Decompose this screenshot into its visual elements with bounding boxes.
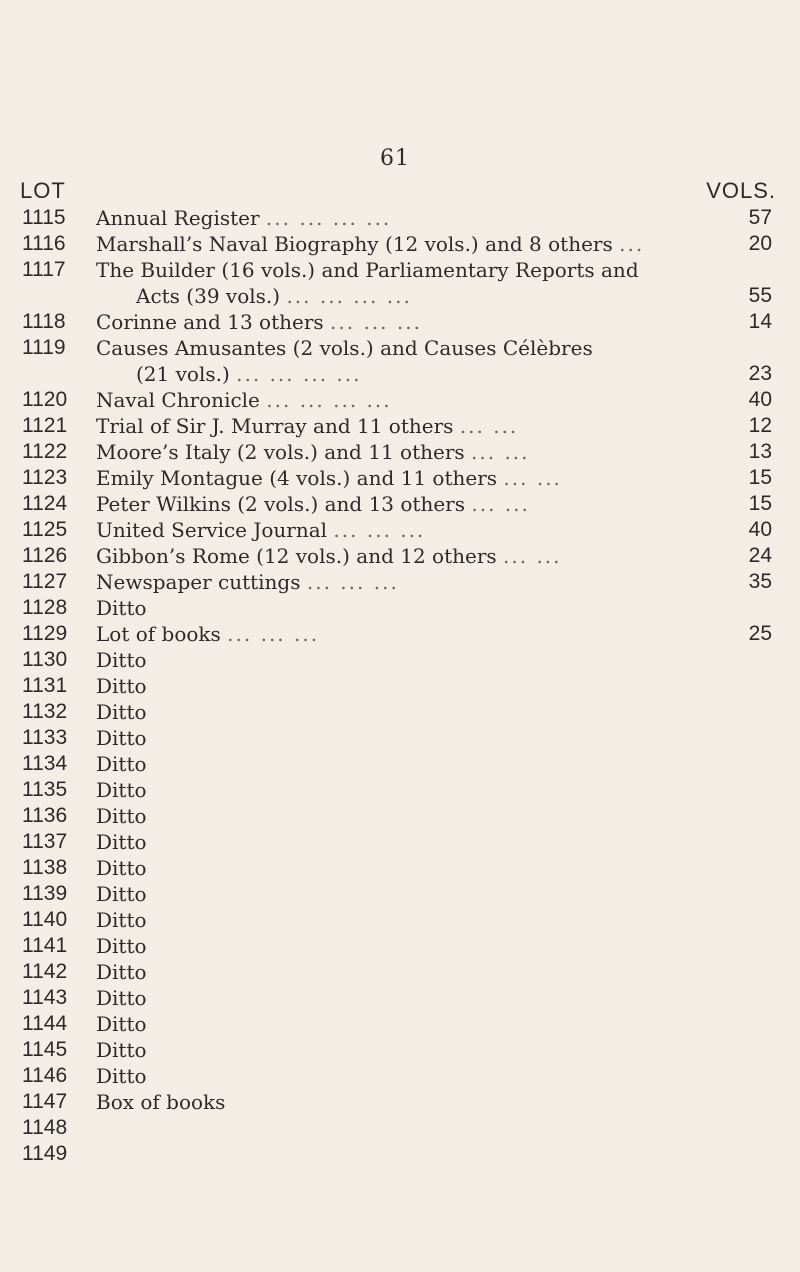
lot-description [96,621,736,647]
list-item [0,907,800,933]
description-line: Gibbon’s Rome (12 vols.) and 12 others [96,544,497,568]
lot-description [96,1089,736,1115]
lot-description [96,855,736,881]
description-line: Ditto [96,1038,147,1062]
lot-number: 1143 [22,986,68,1009]
lot-description [96,907,736,933]
vols-count: 40 [748,388,772,411]
lot-description [96,881,736,907]
description-line: Ditto [96,726,147,750]
list-item [0,231,800,257]
lot-description [96,1011,736,1037]
list-item [0,1141,800,1167]
lot-number: 1120 [22,388,68,411]
lot-number: 1136 [22,804,68,827]
description-line: Ditto [96,596,147,620]
description-line: Peter Wilkins (2 vols.) and 13 others [96,492,465,516]
list-item [0,933,800,959]
description-line: Ditto [96,1012,147,1036]
lot-description [96,647,736,673]
lot-number: 1140 [22,908,68,931]
lot-number: 1121 [22,414,68,437]
leader-dots: ... ... ... [333,518,426,542]
lot-number: 1132 [22,700,68,723]
description-line: United Service Journal [96,518,328,542]
lot-number: 1128 [22,596,68,619]
list-item [0,387,800,413]
vols-count: 14 [748,310,772,333]
vols-count: 35 [748,570,772,593]
list-item [0,517,800,543]
description-line: Trial of Sir J. Murray and 11 others [96,414,454,438]
lot-list [0,205,800,1167]
description-line: Ditto [96,960,147,984]
lot-description [96,751,736,777]
lot-description [96,595,736,621]
description-continuation [96,283,736,309]
list-item [0,829,800,855]
list-item [0,543,800,569]
list-item [0,673,800,699]
page-number: 61 [380,146,410,171]
description-line: Ditto [96,700,147,724]
leader-dots: ... ... ... [227,622,320,646]
list-item [0,985,800,1011]
lot-description [96,569,736,595]
vols-count: 40 [748,518,772,541]
list-item [0,1063,800,1089]
list-item [0,1089,800,1115]
list-item [0,465,800,491]
lot-number: 1118 [22,310,66,333]
description-line: Causes Amusantes (2 vols.) and Causes Célèbres [96,336,593,360]
leader-dots: ... ... [459,414,519,438]
list-item [0,777,800,803]
description-line: The Builder (16 vols.) and Parliamentary Reports and [96,258,639,282]
description-line: Ditto [96,752,147,776]
lot-description [96,725,736,751]
description-line: Ditto [96,908,147,932]
lot-description [96,985,736,1011]
description-line: Naval Chronicle [96,388,260,412]
lot-description [96,803,736,829]
leader-dots: ... ... ... [330,310,422,334]
lot-number: 1126 [22,544,68,567]
lot-number: 1139 [22,882,68,905]
leader-dots: ... ... [503,466,562,490]
description-line: Ditto [96,648,147,672]
leader-dots: ... ... [471,440,530,464]
lot-number: 1134 [22,752,68,775]
continuation-text: Acts (39 vols.) [136,284,281,308]
lot-number: 1141 [22,934,68,957]
lot-number: 1116 [22,232,66,255]
description-line: Ditto [96,804,147,828]
leader-dots: ... ... ... ... [265,206,392,230]
column-header [0,178,800,206]
leader-dots: ... ... ... [306,570,399,594]
lot-number: 1135 [22,778,68,801]
lot-number: 1117 [22,258,66,281]
lot-number: 1127 [22,570,68,593]
list-item [0,1037,800,1063]
leader-dots: ... [619,232,645,256]
description-line: Ditto [96,830,147,854]
list-item [0,335,800,387]
lot-description [96,829,736,855]
lot-description [96,439,736,465]
vols-count: 12 [748,414,772,437]
lot-description [96,257,736,309]
lot-number: 1122 [22,440,68,463]
lot-description [96,543,736,569]
vols-count: 24 [748,544,772,567]
lot-number: 1133 [22,726,68,749]
vols-column-heading: VOLS. [706,178,776,203]
list-item [0,621,800,647]
vols-count: 13 [748,440,772,463]
list-item [0,803,800,829]
lot-description [96,933,736,959]
lot-number: 1149 [22,1142,68,1165]
description-line: Annual Register [96,206,260,230]
description-line: Newspaper cuttings [96,570,301,594]
lot-description [96,205,736,231]
list-item [0,595,800,621]
list-item [0,751,800,777]
description-line: Lot of books [96,622,221,646]
lot-description [96,465,736,491]
leader-dots: ... ... ... ... [266,388,392,412]
list-item [0,1115,800,1141]
lot-description [96,673,736,699]
lot-number: 1142 [22,960,68,983]
lot-column-heading: LOT [20,178,66,203]
lot-description [96,1063,736,1089]
vols-count: 20 [748,232,772,255]
lot-description [96,777,736,803]
lot-number: 1144 [22,1012,68,1035]
lot-number: 1138 [22,856,68,879]
list-item [0,725,800,751]
list-item [0,881,800,907]
vols-count: 55 [748,284,772,307]
vols-count: 25 [748,622,772,645]
list-item [0,647,800,673]
lot-description [96,699,736,725]
list-item [0,257,800,309]
list-item [0,569,800,595]
description-line: Marshall’s Naval Biography (12 vols.) and 8 others [96,232,613,256]
description-line: Ditto [96,882,147,906]
lot-description [96,387,736,413]
lot-description [96,309,736,335]
description-line: Ditto [96,778,147,802]
list-item [0,855,800,881]
list-item [0,439,800,465]
list-item [0,309,800,335]
lot-description [96,231,736,257]
lot-number: 1146 [22,1064,68,1087]
vols-count: 57 [748,206,772,229]
lot-description [96,959,736,985]
lot-number: 1123 [22,466,68,489]
list-item [0,205,800,231]
description-line: Emily Montague (4 vols.) and 11 others [96,466,498,490]
lot-number: 1148 [22,1116,68,1139]
lot-description [96,413,736,439]
description-line: Ditto [96,934,147,958]
leader-dots: ... ... [503,544,562,568]
vols-count: 23 [748,362,772,385]
list-item [0,491,800,517]
vols-count: 15 [748,466,772,489]
description-line: Ditto [96,856,147,880]
lot-description [96,491,736,517]
lot-number: 1119 [22,336,66,359]
lot-number: 1115 [22,206,66,229]
leader-dots: ... ... ... ... [286,284,412,308]
list-item [0,959,800,985]
lot-number: 1147 [22,1090,68,1113]
description-continuation [96,361,736,387]
description-line: Ditto [96,986,147,1010]
vols-count: 15 [748,492,772,515]
description-line: Moore’s Italy (2 vols.) and 11 others [96,440,465,464]
lot-number: 1145 [22,1038,68,1061]
description-line: Box of books [96,1090,226,1114]
lot-description [96,335,736,387]
leader-dots: ... ... [471,492,530,516]
description-line: Ditto [96,674,147,698]
description-line: Corinne and 13 others [96,310,324,334]
lot-number: 1131 [22,674,68,697]
list-item [0,1011,800,1037]
list-item [0,413,800,439]
lot-number: 1129 [22,622,68,645]
lot-number: 1130 [22,648,68,671]
continuation-text: (21 vols.) [136,362,230,386]
list-item [0,699,800,725]
leader-dots: ... ... ... ... [236,362,362,386]
lot-description [96,517,736,543]
lot-number: 1124 [22,492,68,515]
lot-number: 1137 [22,830,68,853]
description-line: Ditto [96,1064,147,1088]
lot-number: 1125 [22,518,68,541]
lot-description [96,1037,736,1063]
